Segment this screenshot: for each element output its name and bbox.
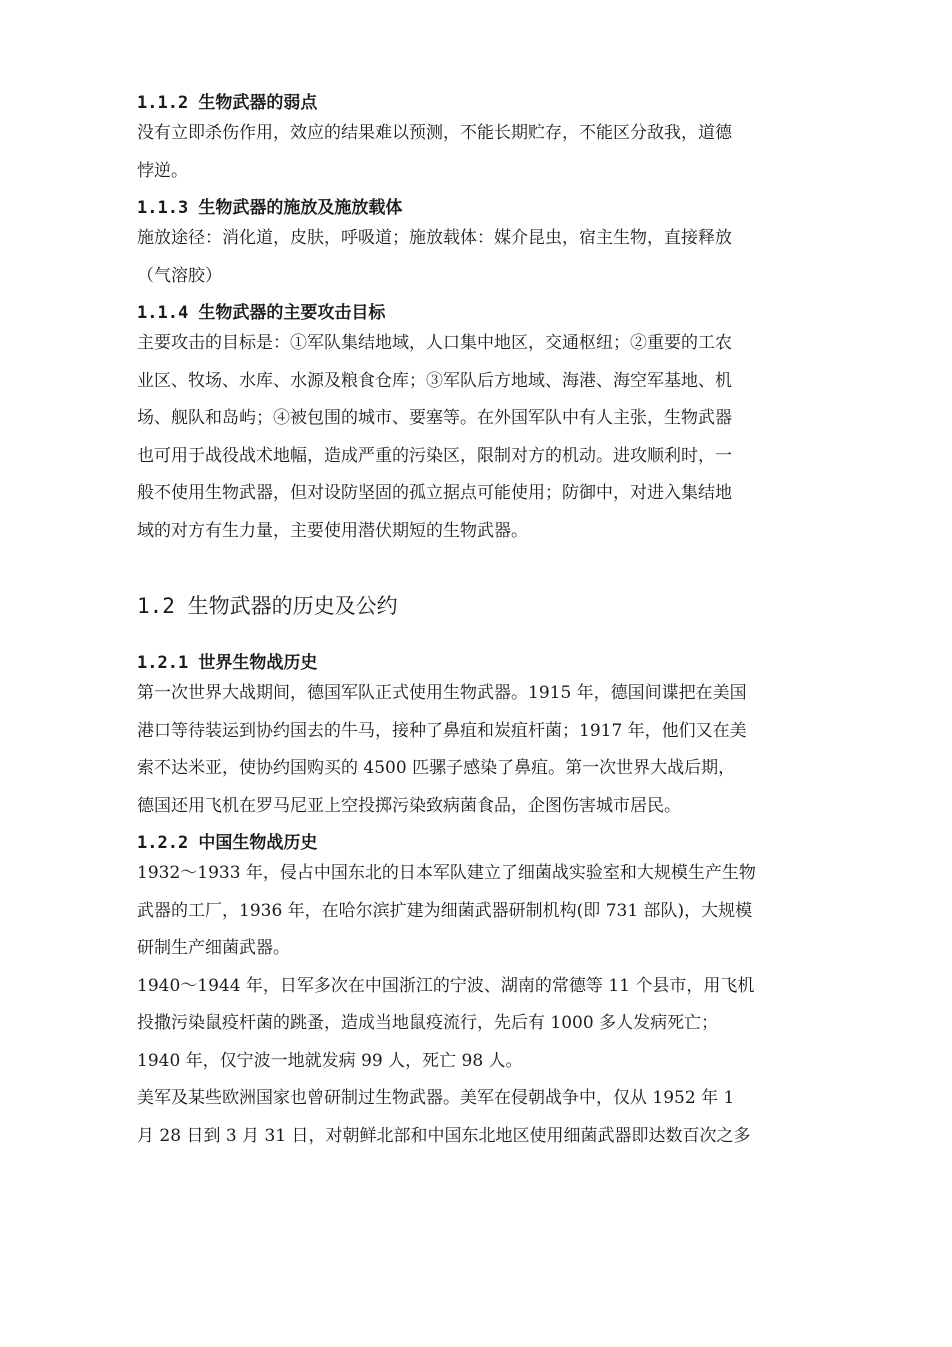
- text-line: 施放途径：消化道，皮肤，呼吸道；施放载体：媒介昆虫，宿主生物，直接释放: [137, 228, 732, 248]
- section-heading-1-1-4: 1.1.4 生物武器的主要攻击目标: [137, 303, 386, 323]
- text-line: 德国还用飞机在罗马尼亚上空投掷污染致病菌食品，企图伤害城市居民。: [137, 795, 681, 816]
- paragraph-world-history: [137, 675, 817, 825]
- section-heading-1-1-3: 1.1.3 生物武器的施放及施放载体: [137, 198, 403, 218]
- section-heading-1-2: 1.2 生物武器的历史及公约: [137, 594, 398, 618]
- text-line: 第一次世界大战期间，德国军队正式使用生物武器。1915 年，德国间谍把在美国: [137, 683, 747, 703]
- text-line: 般不使用生物武器，但对设防坚固的孤立据点可能使用；防御中，对进入集结地: [137, 483, 732, 503]
- text-line: 美军及某些欧洲国家也曾研制过生物武器。美军在侵朝战争中，仅从 1952 年 1: [137, 1088, 735, 1108]
- text-line: 域的对方有生力量，主要使用潜伏期短的生物武器。: [137, 520, 528, 541]
- text-line: 主要攻击的目标是：①军队集结地域，人口集中地区，交通枢纽；②重要的工农: [137, 333, 732, 353]
- text-line: 1932～1933 年，侵占中国东北的日本军队建立了细菌战实验室和大规模生产生物: [137, 863, 756, 883]
- text-line: 研制生产细菌武器。: [137, 938, 290, 958]
- text-line: 武器的工厂，1936 年，在哈尔滨扩建为细菌武器研制机构(即 731 部队)，大规模: [137, 900, 753, 921]
- section-heading-1-2-1: 1.2.1 世界生物战历史: [137, 653, 318, 673]
- text-line: （气溶胶）: [137, 265, 222, 286]
- text-line: 悖逆。: [137, 160, 188, 181]
- text-line: 1940～1944 年，日军多次在中国浙江的宁波、湖南的常德等 11 个县市，用飞机: [137, 975, 755, 996]
- paragraph-china-history: [137, 855, 817, 1155]
- text-line: 业区、牧场、水库、水源及粮食仓库；③军队后方地域、海港、海空军基地、机: [137, 370, 732, 391]
- paragraph-delivery: [137, 220, 817, 295]
- text-line: 1940 年，仅宁波一地就发病 99 人，死亡 98 人。: [137, 1050, 523, 1071]
- section-heading-1-2-2: 1.2.2 中国生物战历史: [137, 833, 318, 853]
- paragraph-targets: [137, 325, 817, 550]
- text-line: 没有立即杀伤作用，效应的结果难以预测，不能长期贮存，不能区分敌我，道德: [137, 123, 732, 143]
- text-line: 也可用于战役战术地幅，造成严重的污染区，限制对方的机动。进攻顺利时，一: [137, 445, 732, 466]
- text-line: 港口等待装运到协约国去的牛马，接种了鼻疽和炭疽杆菌；1917 年，他们又在美: [137, 720, 747, 741]
- text-line: 场、舰队和岛屿；④被包围的城市、要塞等。在外国军队中有人主张，生物武器: [137, 408, 732, 428]
- text-line: 投撒污染鼠疫杆菌的跳蚤，造成当地鼠疫流行，先后有 1000 多人发病死亡；: [137, 1013, 719, 1033]
- section-heading-1-1-2: 1.1.2 生物武器的弱点: [137, 93, 318, 113]
- text-line: 月 28 日到 3 月 31 日，对朝鲜北部和中国东北地区使用细菌武器即达数百次之多: [137, 1125, 751, 1146]
- document-page: [137, 86, 817, 1155]
- paragraph-weaknesses: [137, 115, 817, 190]
- text-line: 索不达米亚，使协约国购买的 4500 匹骡子感染了鼻疽。第一次世界大战后期，: [137, 758, 736, 778]
